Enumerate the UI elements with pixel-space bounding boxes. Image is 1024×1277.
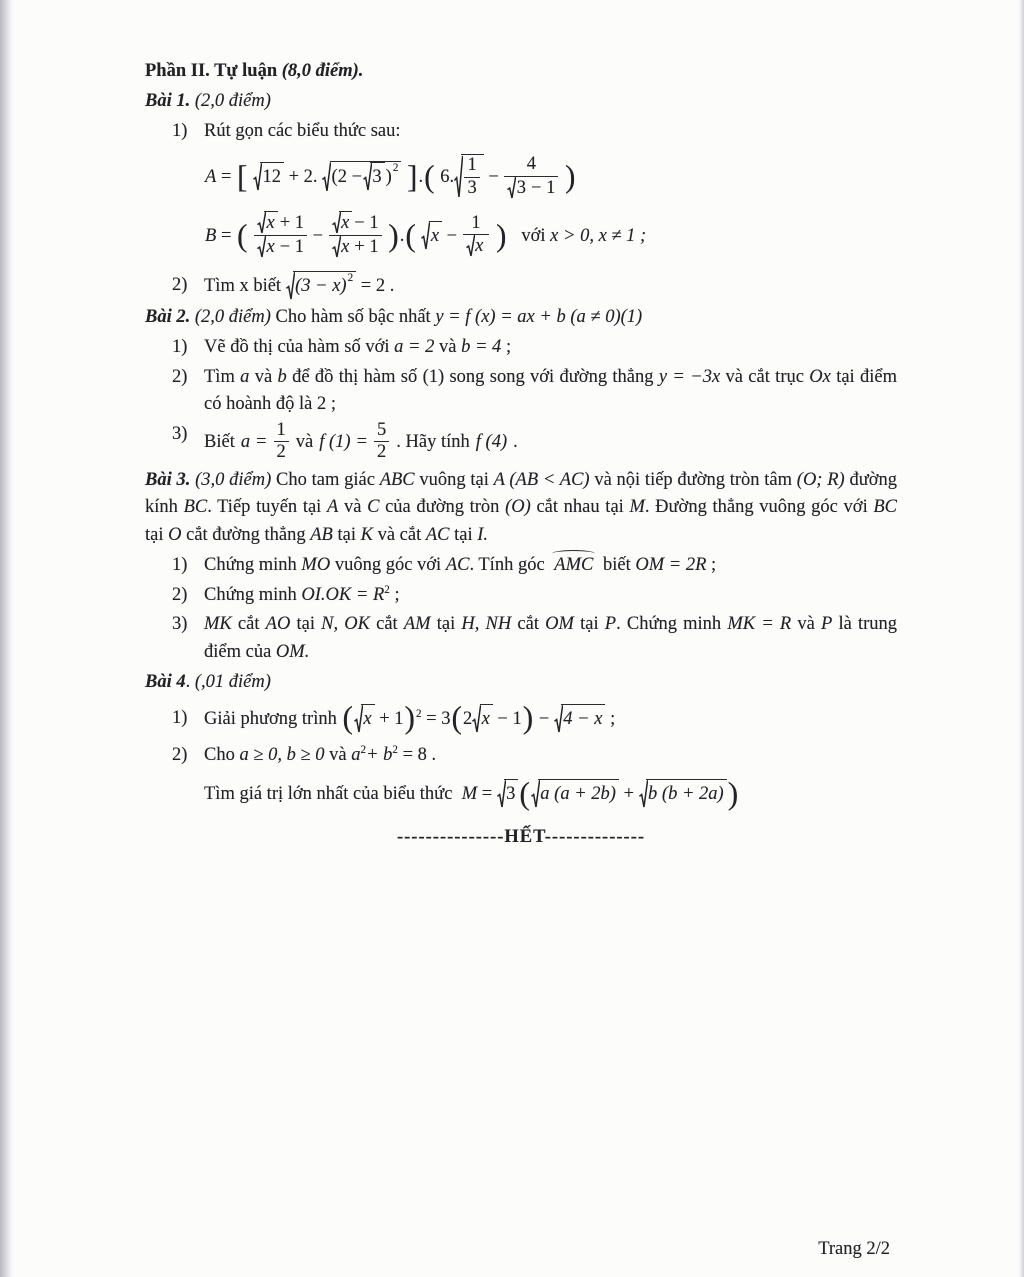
math-inline: A (AB < AC) (493, 469, 590, 490)
text: . Hãy tính (396, 431, 470, 452)
part-heading-text: Phần II. Tự luận (145, 61, 282, 81)
math-inline: O (168, 525, 182, 546)
math-inline: AM (403, 614, 431, 635)
equals-sign: = (481, 784, 493, 805)
item-text (204, 582, 897, 610)
right-paren: ) (495, 217, 507, 253)
photo-edge-left (0, 0, 15, 1277)
bai3-label: Bài 3. (145, 469, 191, 490)
math-token: (2 − (331, 167, 363, 188)
math-token: + b (366, 745, 393, 766)
radicand: x (480, 704, 493, 734)
denominator: 3 (464, 177, 479, 199)
left-paren: ( (451, 700, 462, 736)
right-paren: ) (522, 700, 534, 736)
condition-math: x > 0, x ≠ 1 ; (550, 225, 647, 246)
math-inline: Ox (809, 366, 831, 387)
math-inline: OM (545, 614, 574, 635)
text: tại (430, 614, 462, 635)
text: và cắt trục (720, 366, 810, 387)
math-inline: C (367, 497, 380, 518)
radicand: x (339, 211, 352, 234)
text: và (338, 497, 368, 518)
part-heading-points: (8,0 điểm). (281, 61, 364, 81)
radicand: 4 − x (561, 704, 605, 734)
text: . Tiếp tuyến tại (207, 497, 327, 518)
math-token: + 1 (379, 708, 404, 729)
item-text (204, 334, 897, 362)
bai3-item1 (145, 552, 897, 580)
formula-A (205, 155, 897, 201)
sqrt-nested (322, 161, 401, 193)
denominator (329, 235, 382, 259)
text: tại (573, 614, 605, 635)
bai4-item1 (145, 700, 897, 736)
left-paren: ( (237, 217, 248, 253)
right-paren: ) (564, 159, 576, 195)
fraction (328, 212, 383, 260)
math-inline: MK (204, 614, 232, 635)
math-token: + 1 (354, 237, 379, 258)
text: cắt đường thẳng (181, 525, 311, 546)
item-text (204, 364, 897, 420)
radicand: 3 (504, 779, 518, 809)
bai3-points: (3,0 điểm) (195, 469, 272, 490)
radicand (330, 161, 402, 193)
math-inline: y = −3x (658, 366, 721, 387)
math-var: a (351, 745, 361, 766)
semicolon: ; (610, 708, 616, 729)
exponent: 2 (392, 744, 398, 757)
fraction (273, 420, 290, 464)
text: Biết (204, 431, 235, 452)
minus-sign: − (488, 167, 499, 188)
equals-sign: = (220, 225, 232, 246)
denominator (254, 235, 307, 259)
text: . (185, 671, 195, 692)
text: . Tính góc (469, 554, 550, 575)
formula-B (205, 213, 897, 261)
bai2-item1 (145, 334, 897, 362)
math-token: = 8 . (402, 745, 437, 766)
exponent: 2 (347, 272, 354, 285)
numerator: 1 (276, 420, 286, 441)
math-var: B (205, 225, 217, 246)
item-text (204, 421, 897, 465)
exponent: 2 (384, 583, 390, 596)
radicand: x (264, 211, 277, 234)
radicand (293, 271, 356, 301)
text: . Chứng minh (616, 614, 728, 635)
bai1-item2 (145, 272, 897, 302)
math-inline: a (240, 366, 250, 387)
math-inline: a = 2 (394, 336, 435, 357)
numerator (329, 212, 382, 235)
exponent: 2 (392, 162, 399, 175)
math-inline: ABC (379, 469, 415, 490)
denominator (504, 176, 558, 200)
sqrt-x (421, 221, 442, 251)
text: Tìm x biết (204, 276, 282, 297)
text: của đường tròn (379, 497, 506, 518)
math-inline: AC (425, 525, 450, 546)
numerator: 5 (377, 420, 387, 441)
equals-sign: = (256, 431, 267, 452)
math-var: M (461, 784, 478, 805)
math-token: + 1 (279, 212, 305, 233)
math-inline: H, NH (461, 614, 512, 635)
text: Chứng minh (204, 584, 302, 605)
text: ; (706, 554, 717, 575)
sqrt-fraction (454, 154, 484, 200)
item-text (204, 272, 897, 302)
item-text (204, 611, 897, 667)
math-token: + 2. (288, 167, 318, 188)
math-token: − 1 (279, 237, 305, 258)
bai2-label: Bài 2. (145, 307, 191, 328)
item-text (204, 118, 897, 146)
fraction (373, 420, 390, 464)
item-number: 2) (172, 745, 188, 766)
text: để đồ thị hàm số (1) song song với đường thẳng (286, 366, 659, 387)
math-inline: A (326, 497, 339, 518)
math-inline: y = f (x) = ax + b (a ≠ 0)(1) (435, 307, 643, 328)
math-inline: OM = 2R (635, 554, 707, 575)
math-inline: b (277, 366, 287, 387)
text: là trung điểm của (204, 614, 898, 663)
denominator: 2 (374, 441, 389, 463)
radicand (461, 154, 483, 200)
math-inline: f (1) (319, 431, 351, 452)
math-inline: BC (873, 497, 898, 518)
fraction (463, 155, 480, 199)
left-paren: ( (519, 775, 530, 811)
sqrt-expression (531, 779, 619, 809)
bai1-label: Bài 1. (145, 90, 191, 111)
bai4-points: (,01 điểm) (194, 671, 271, 692)
math-inline: b = 4 (461, 336, 502, 357)
text: Tìm giá trị lớn nhất của biểu thức (204, 784, 453, 805)
math-inline: AB (310, 525, 333, 546)
bai3-item3 (145, 611, 897, 667)
period: . (513, 431, 518, 452)
radicand: 3 (370, 162, 384, 192)
sqrt-3 (363, 162, 385, 192)
numerator: 1 (467, 155, 477, 176)
text: ; (389, 584, 400, 605)
text: và (791, 614, 821, 635)
sqrt-x (332, 235, 353, 258)
bai1-heading (145, 88, 897, 116)
text: cắt (369, 614, 404, 635)
text: và (434, 336, 462, 357)
bai2-item3 (145, 421, 897, 465)
sqrt-12 (253, 162, 284, 192)
math-token: = 2 . (360, 276, 395, 297)
condition-word: với (521, 225, 546, 246)
math-inline: a ≥ 0, b ≥ 0 (239, 745, 325, 766)
bai3-item2 (145, 582, 897, 610)
bai4-label: Bài 4 (145, 671, 186, 692)
text: biết (598, 554, 636, 575)
math-inline: K (360, 525, 373, 546)
sqrt-expression (554, 704, 606, 734)
numerator: 1 (471, 212, 481, 233)
math-token: = 3 (426, 708, 451, 729)
sqrt-expression (639, 779, 727, 809)
right-paren: ) (404, 700, 415, 736)
numerator: 4 (526, 154, 536, 175)
fraction (503, 154, 559, 200)
photo-edge-right (1018, 0, 1024, 1277)
sqrt-x (257, 235, 278, 258)
radicand: 12 (260, 162, 284, 192)
part-heading (145, 58, 897, 86)
math-inline: N, OK (321, 614, 370, 635)
text: cắt (231, 614, 266, 635)
equals-sign: = (356, 431, 368, 452)
multiplication-dot: . (399, 225, 405, 246)
radicand: b (b + 2a) (646, 779, 727, 809)
minus-sign: − (538, 708, 550, 729)
bai1-item1 (145, 118, 897, 146)
text: Chứng minh (204, 554, 302, 575)
text: và cắt (372, 525, 426, 546)
math-inline: AC (445, 554, 470, 575)
text: Cho tam giác (276, 469, 380, 490)
text: ; (501, 336, 512, 357)
text: vuông tại (414, 469, 494, 490)
text: Tìm (204, 366, 241, 387)
minus-sign: − (312, 225, 324, 246)
item-text (204, 700, 897, 736)
bai2-item2 (145, 364, 897, 420)
radicand: a (a + 2b) (538, 779, 619, 809)
page-number: Trang 2/2 (818, 1239, 890, 1259)
math-var: A (205, 167, 217, 188)
sqrt-x (354, 704, 375, 734)
text: cắt nhau tại (530, 497, 630, 518)
text: tại (290, 614, 322, 635)
plus-sign: + (623, 784, 635, 805)
math-inline: (O) (505, 497, 531, 518)
left-paren: ( (424, 159, 435, 195)
text: đường kính (145, 469, 897, 518)
item-number: 1) (172, 120, 188, 141)
item-number: 3) (172, 614, 188, 635)
right-paren: ) (727, 775, 739, 811)
math-token: 2 (462, 708, 473, 729)
multiplication-dot: . (418, 167, 424, 188)
exponent: 2 (360, 744, 367, 757)
text: tại (332, 525, 361, 546)
sqrt-expression (286, 271, 356, 301)
sqrt-x (466, 234, 487, 257)
text: và (295, 431, 314, 452)
bai1-points: (2,0 điểm) (194, 90, 271, 111)
text: Vẽ đồ thị của hàm số với (204, 336, 395, 357)
fraction (462, 213, 491, 259)
radicand: 3 (515, 176, 529, 199)
left-bracket: [ (237, 159, 248, 195)
item-number: 1) (172, 707, 188, 728)
radicand: x (473, 234, 486, 257)
text: tại (145, 525, 169, 546)
text: tại điểm có hoành độ là 2 ; (204, 366, 898, 415)
text: cắt (511, 614, 546, 635)
left-paren: ( (342, 700, 353, 736)
fraction (253, 212, 308, 260)
text: và nội tiếp đường tròn tâm (589, 469, 797, 490)
text: và (249, 366, 278, 387)
sqrt-3 (507, 176, 529, 199)
left-paren: ( (405, 217, 416, 253)
math-inline: BC (183, 497, 208, 518)
bai3-intro (145, 467, 897, 550)
item-number: 1) (172, 336, 188, 357)
item2-line1 (204, 742, 897, 770)
text: Cho hàm số bậc nhất (275, 307, 431, 328)
item-text (204, 552, 897, 580)
math-inline: I. (477, 525, 489, 546)
radicand: x (429, 221, 442, 251)
math-inline: OI.OK = R (301, 584, 385, 605)
item-text (204, 742, 897, 810)
math-token: − 1 (354, 212, 379, 233)
item-number: 3) (172, 424, 188, 445)
right-bracket: ] (407, 159, 418, 195)
numerator (254, 212, 307, 235)
math-inline: P (821, 614, 833, 635)
bai2-heading (145, 304, 897, 332)
angle-arc: AMC (551, 555, 596, 575)
text: Giải phương trình (204, 708, 337, 729)
math-inline: MO (301, 554, 331, 575)
math-token: − 1 (531, 177, 556, 198)
end-divider: ---------------HẾT-------------- (396, 826, 646, 847)
sqrt-3 (497, 779, 519, 809)
radicand: x (339, 235, 352, 258)
right-paren: ) (388, 217, 399, 253)
radicand: x (361, 704, 374, 734)
text: tại (449, 525, 478, 546)
bai4-heading (145, 669, 897, 697)
math-inline: f (4) (475, 431, 508, 452)
item-number: 1) (172, 554, 188, 575)
item-number: 2) (172, 275, 188, 296)
text: . Đường thẳng vuông góc với (644, 497, 874, 518)
math-inline: MK = R (727, 614, 792, 635)
math-inline: (O; R) (796, 469, 845, 490)
math-inline: P (604, 614, 617, 635)
item-number: 2) (172, 584, 188, 605)
sqrt-x (332, 211, 353, 234)
item-number: 2) (172, 366, 188, 387)
math-inline: AO (265, 614, 291, 635)
text: vuông góc với (330, 554, 446, 575)
exam-page (145, 56, 897, 852)
math-inline: OM. (275, 642, 310, 663)
sqrt-x (472, 704, 493, 734)
math-var: a (240, 431, 251, 452)
exponent: 2 (415, 707, 422, 720)
equals-sign: = (220, 167, 232, 188)
denominator: 2 (274, 441, 289, 463)
math-token: ) (385, 167, 392, 188)
bai4-item2 (145, 742, 897, 810)
radicand: x (264, 235, 277, 258)
sqrt-x (257, 211, 278, 234)
denominator (463, 234, 490, 258)
minus-sign: − (446, 225, 458, 246)
bai2-points: (2,0 điểm) (194, 307, 271, 328)
math-token: − 1 (497, 708, 522, 729)
math-inline: M (629, 497, 645, 518)
math-token: 6. (440, 167, 455, 188)
text: và (329, 745, 347, 766)
math-token: (3 − x) (295, 276, 347, 297)
item2-line2 (204, 775, 897, 811)
text: Cho (204, 745, 235, 766)
text: Rút gọn các biểu thức sau: (204, 120, 401, 141)
